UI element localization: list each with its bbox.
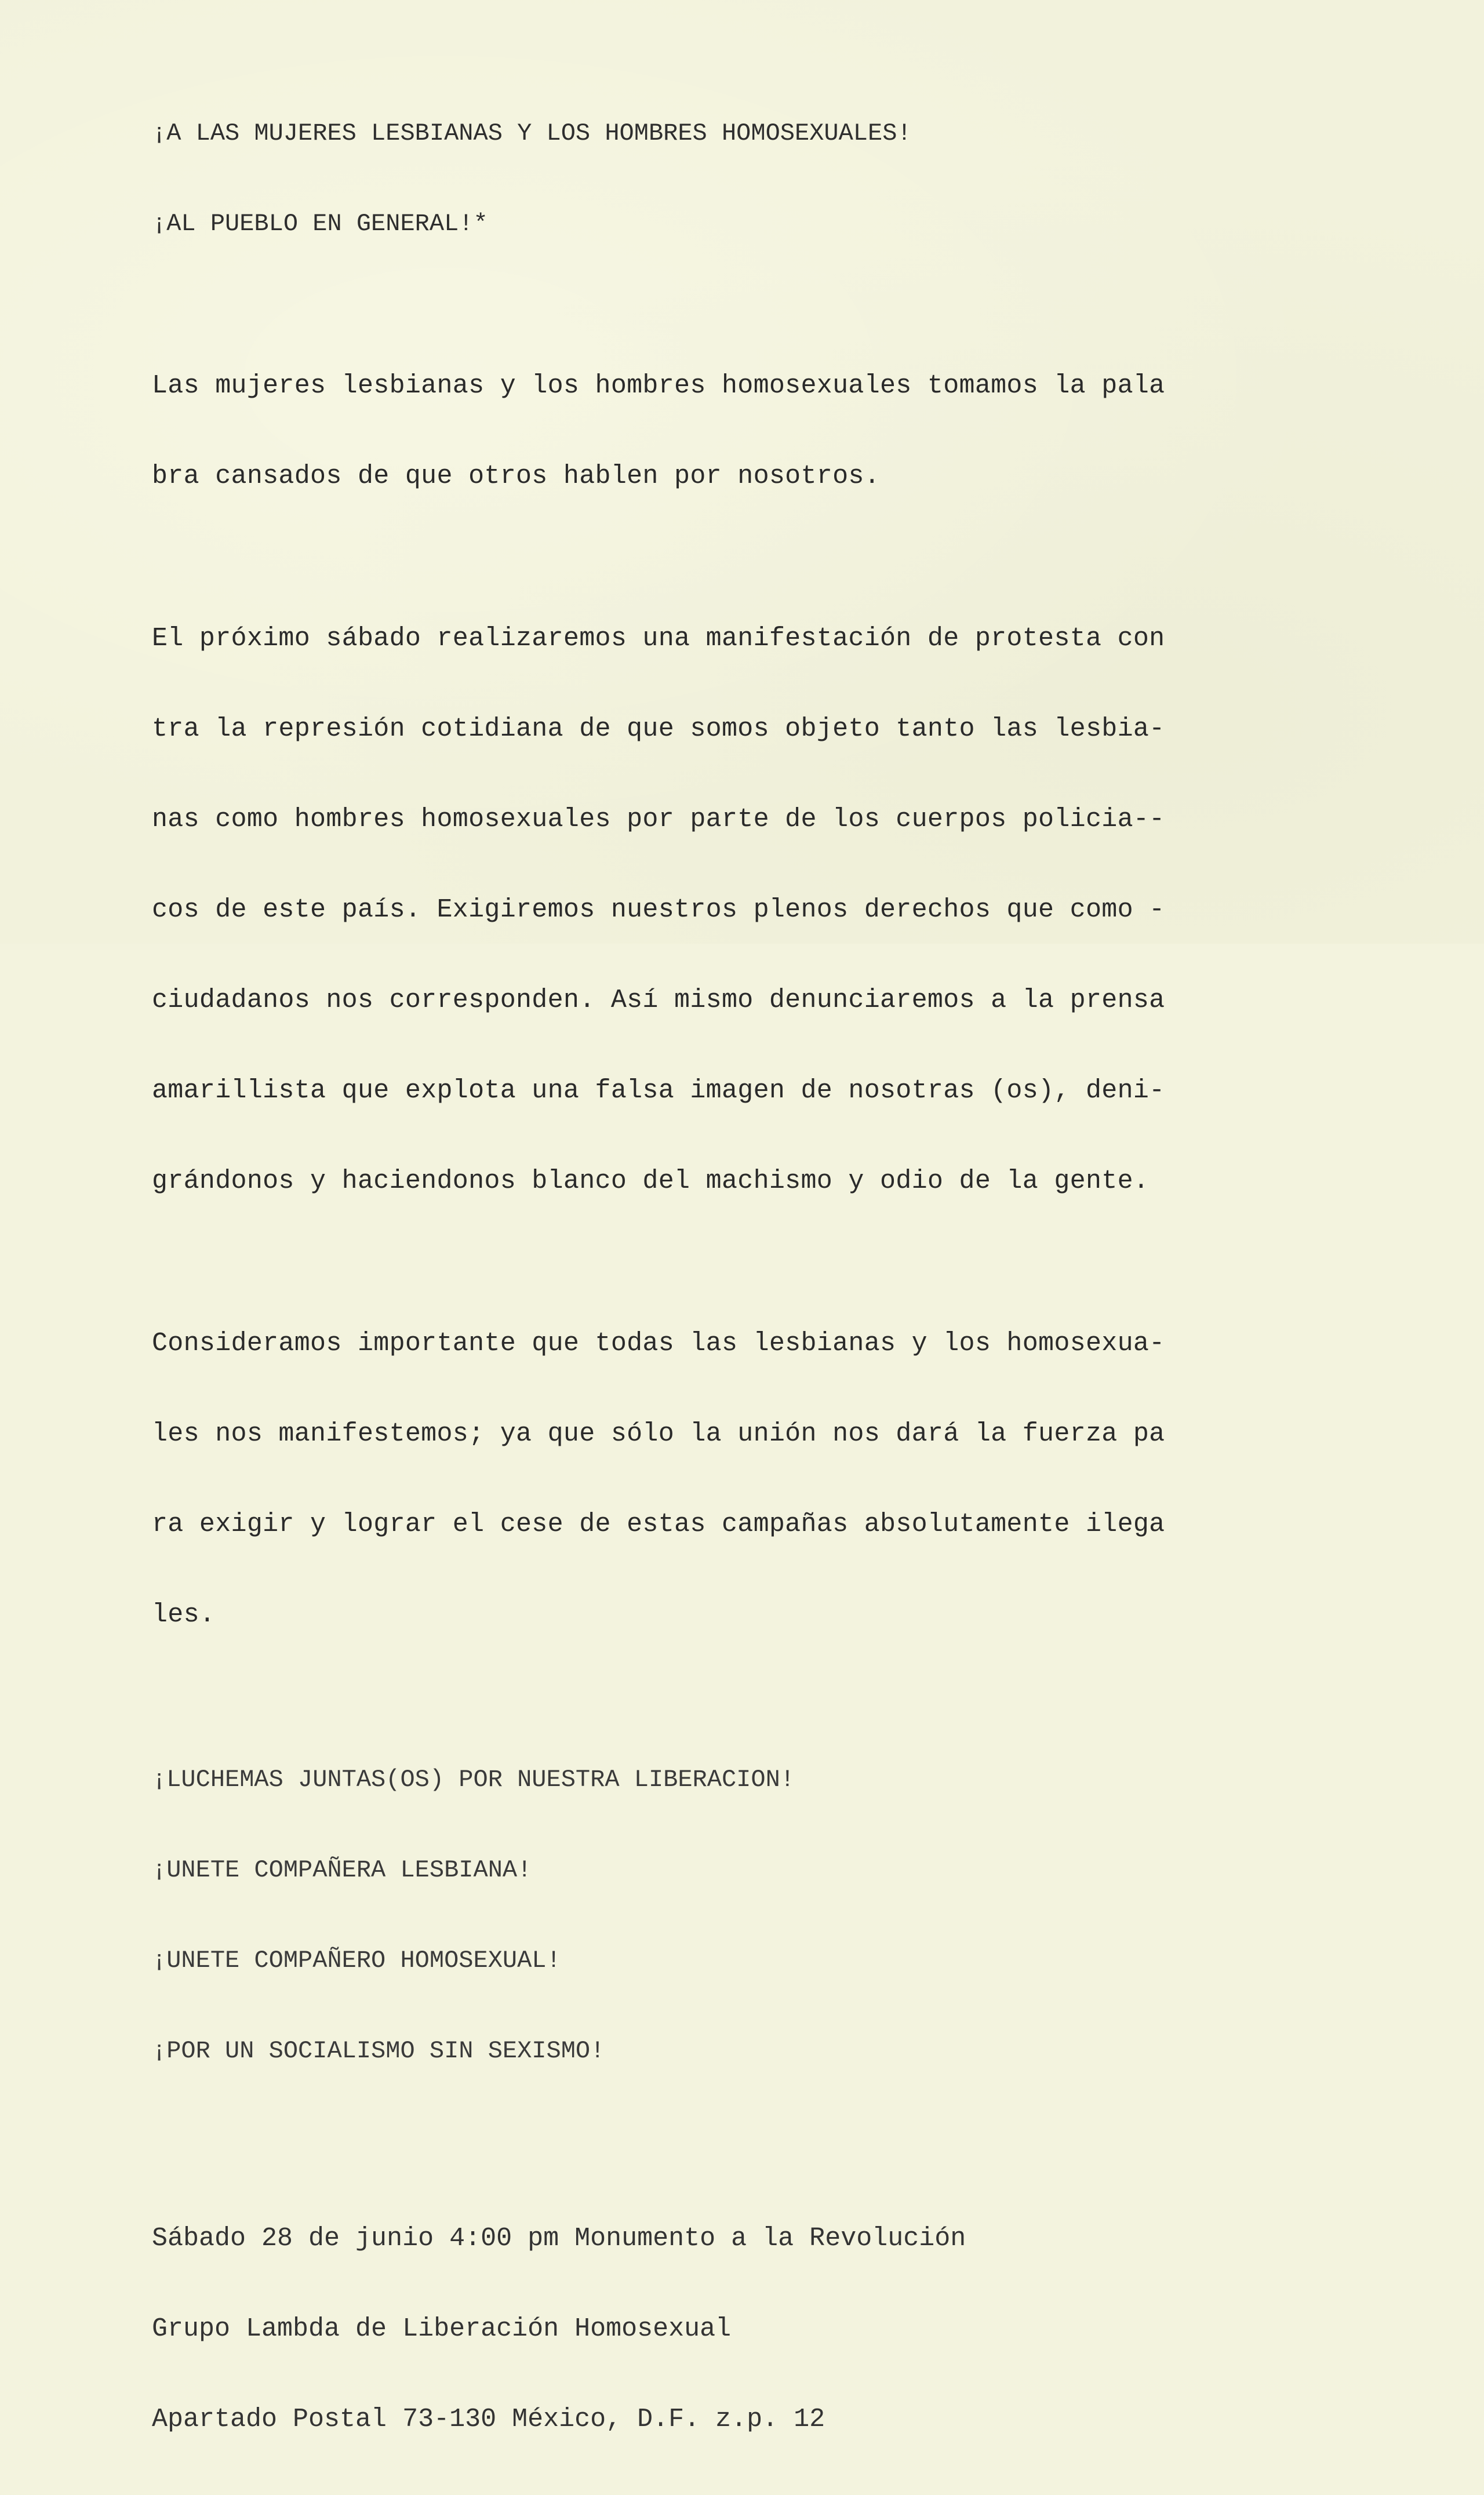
paragraph-line: El próximo sábado realizaremos una manifestación de protesta con bbox=[152, 624, 1165, 653]
paragraph-line: tra la represión cotidiana de que somos objeto tanto las lesbia- bbox=[152, 714, 1165, 744]
paragraph-line: ciudadanos nos corresponden. Así mismo denunciaremos a la prensa bbox=[152, 985, 1165, 1015]
paragraph-line: Las mujeres lesbianas y los hombres homosexuales tomamos la pala bbox=[152, 371, 1165, 401]
paragraph-line: amarillista que explota una falsa imagen de nosotras (os), deni- bbox=[152, 1076, 1165, 1105]
slogan: ¡LUCHEMAS JUNTAS(OS) POR NUESTRA LIBERACION! bbox=[152, 1766, 795, 1794]
footer-block bbox=[152, 2163, 1346, 2495]
heading-line-1: ¡A LAS MUJERES LESBIANAS Y LOS HOMBRES HOMOSEXUALES! bbox=[152, 119, 912, 147]
paragraph-line: grándonos y haciendonos blanco del machismo y odio de la gente. bbox=[152, 1166, 1150, 1196]
paragraph-line: ra exigir y lograr el cese de estas campañas absolutamente ilega bbox=[152, 1510, 1165, 1539]
event-details: Sábado 28 de junio 4:00 pm Monumento a la Revolución bbox=[152, 2224, 966, 2253]
paragraph-line: Consideramos importante que todas las lesbianas y los homosexua- bbox=[152, 1329, 1165, 1358]
leaflet-heading bbox=[152, 58, 1346, 299]
paragraph-line: nas como hombres homosexuales por parte de los cuerpos policia-- bbox=[152, 805, 1165, 834]
paragraph-line: bra cansados de que otros hablen por nosotros. bbox=[152, 461, 881, 491]
typed-leaflet bbox=[152, 58, 1346, 2495]
paragraph-call bbox=[152, 1268, 1346, 1690]
paragraph-intro bbox=[152, 311, 1346, 552]
slogan: ¡POR UN SOCIALISMO SIN SEXISMO! bbox=[152, 2037, 605, 2065]
paragraph-line: les. bbox=[152, 1600, 216, 1630]
slogans-block bbox=[152, 1704, 1346, 2126]
heading-line-2: ¡AL PUEBLO EN GENERAL!* bbox=[152, 210, 488, 238]
paragraph-protest bbox=[152, 563, 1346, 1257]
group-name: Grupo Lambda de Liberación Homosexual bbox=[152, 2314, 732, 2344]
slogan: ¡UNETE COMPAÑERA LESBIANA! bbox=[152, 1856, 532, 1884]
postal-address: Apartado Postal 73-130 México, D.F. z.p. 12 bbox=[152, 2405, 825, 2434]
slogan: ¡UNETE COMPAÑERO HOMOSEXUAL! bbox=[152, 1947, 561, 1974]
paragraph-line: cos de este país. Exigiremos nuestros plenos derechos que como - bbox=[152, 895, 1165, 925]
paragraph-line: les nos manifestemos; ya que sólo la unión nos dará la fuerza pa bbox=[152, 1419, 1165, 1449]
